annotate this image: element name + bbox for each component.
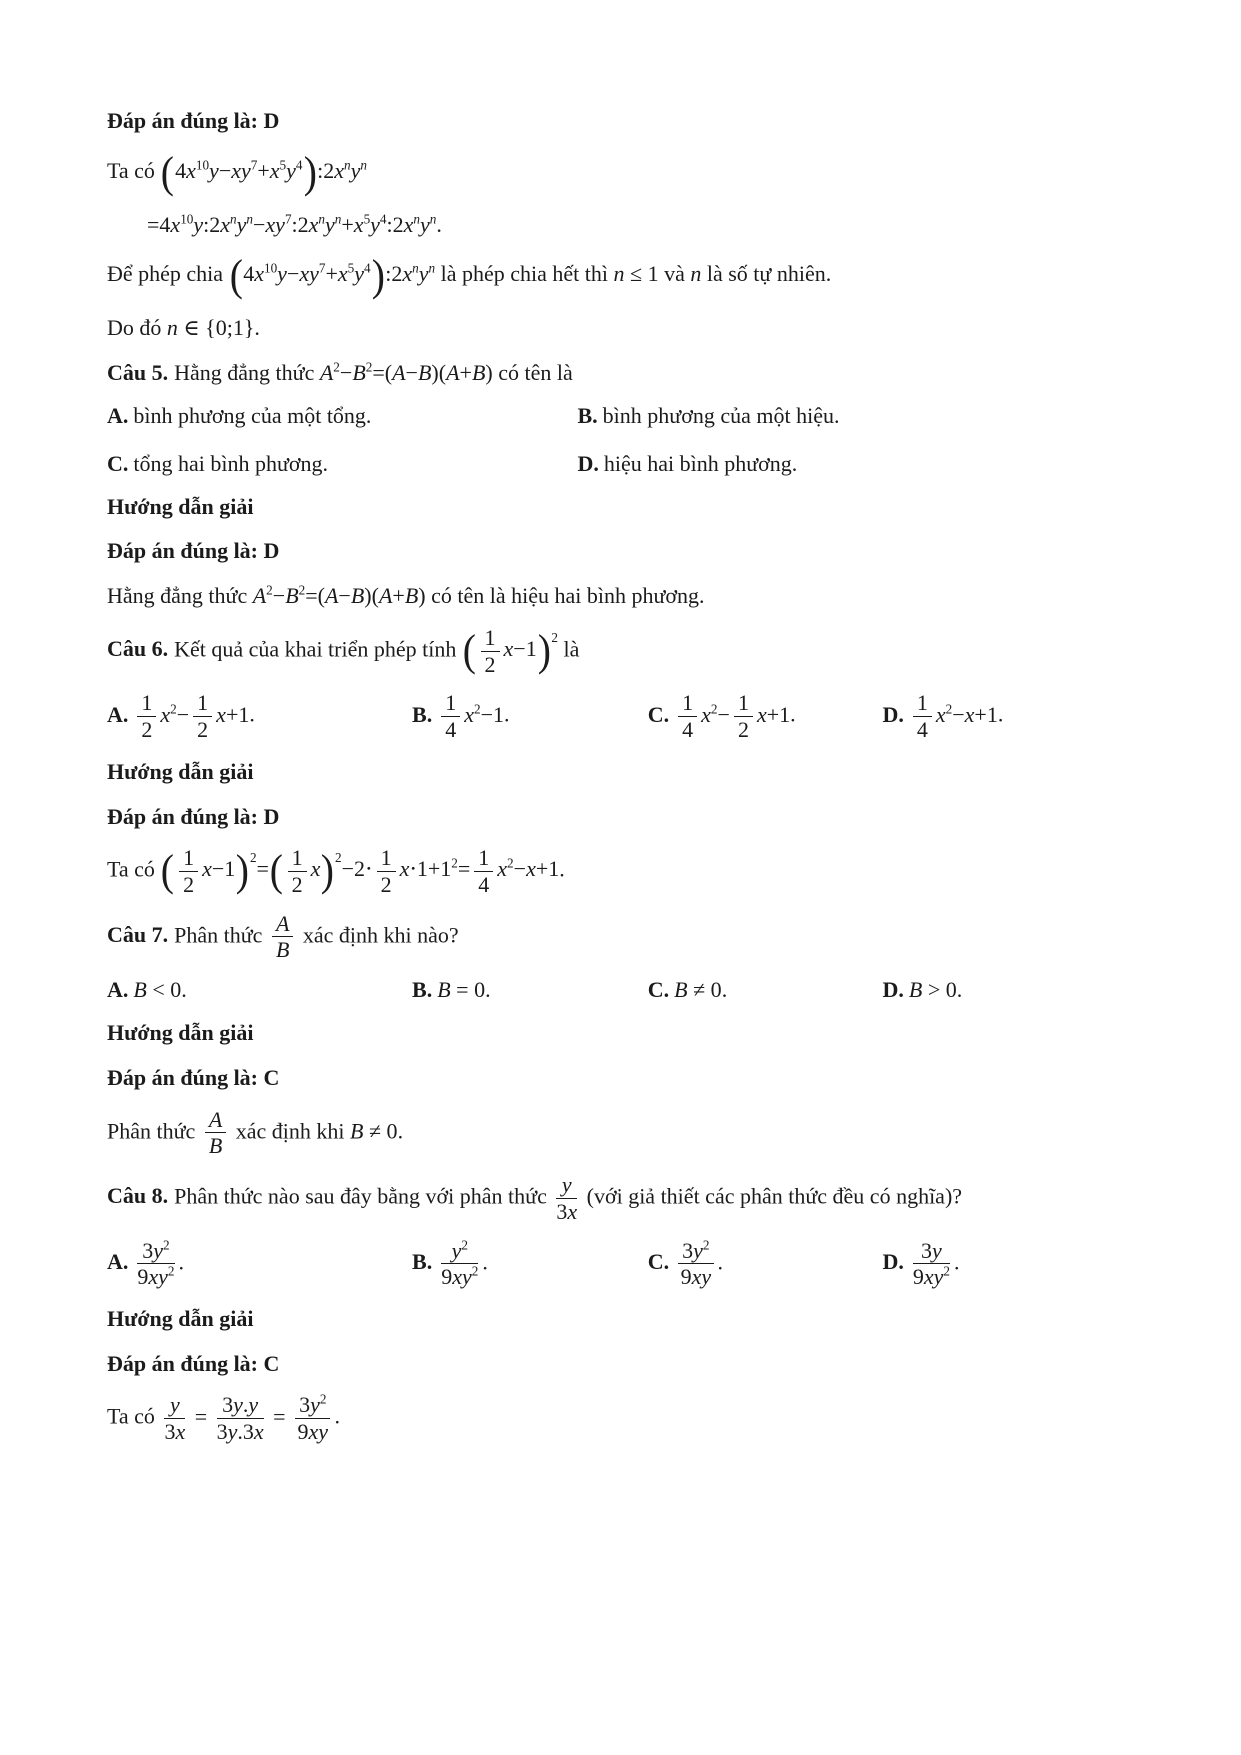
solution-q4-line-1: Ta có $(4x^{10}y-xy^7+x^5y^4):2x^ny^n$ — [107, 147, 367, 197]
solution-q6-line-1: Ta có ( $\frac{1}{2}$ x−1)$^2$=( $\frac{1}{2}$ x)$^2$−2⋅ $\frac{1}{2}$ $x\cdot 1+1^2=$ $\frac{1}{4}$ $x^2-x+1$. — [107, 845, 565, 897]
solution-guide-q6: Hướng dẫn giải — [107, 758, 254, 784]
answer-line-q6: Đáp án đúng là: D — [107, 803, 280, 829]
answer-line-q5: Đáp án đúng là: D — [107, 538, 280, 564]
solution-guide-q8: Hướng dẫn giải — [107, 1306, 254, 1332]
solution-q8-line-1: Ta có $\frac{y}{3x}$ = $\frac{3y.y}{3y.3x}$ = $\frac{3y^2}{9xy}$ . — [107, 1392, 340, 1445]
options-q6-b: B. $\frac{1}{4}$ $x^2-1$. — [412, 690, 510, 743]
solution-q7-line-1: Phân thức $\frac{A}{B}$ xác định khi B ≠ 0. — [107, 1106, 404, 1159]
solution-q4-line-3: Để phép chia $(4x^{10}y-xy^7+x^5y^4):2x^ny^n$ là phép chia hết thì n ≤ 1 và n là số tự nhiên. — [107, 251, 832, 301]
question-5-heading: Câu 5. Hằng đẳng thức $A^2-B^2=(A-B)(A+B)$ có tên là — [107, 359, 573, 386]
options-q6 — [107, 691, 1141, 742]
solution-guide-q7: Hướng dẫn giải — [107, 1020, 254, 1046]
options-q7-d: D. B > 0. — [882, 977, 963, 1003]
solution-q4-line-4: Do đó n ∈ {0;1}. — [107, 315, 260, 341]
solution-q4-line-2: $=4x^{10}y:2x^ny^n-xy^7:2x^ny^n+x^5y^4:2x^ny^n$. — [147, 211, 442, 237]
options-q6-d: D. $\frac{1}{4}$ $x^2-x+1$. — [882, 690, 1004, 743]
options-q7-a: A. B < 0. — [107, 977, 187, 1003]
options-q7-b: B. B = 0. — [412, 977, 491, 1003]
options-q8-b: B. $\frac{y^2}{9xy^2}$ . — [412, 1237, 488, 1290]
options-q8 — [107, 1239, 1141, 1290]
options-q8-a: A. $\frac{3y^2}{9xy^2}$ . — [107, 1237, 185, 1290]
options-q7 — [107, 977, 1141, 1003]
options-q7-c: C. B ≠ 0. — [647, 977, 728, 1003]
options-q5-d: D. hiệu hai bình phương. — [577, 450, 798, 476]
options-q6-a: A. $\frac{1}{2}$ $x^2-$ $\frac{1}{2}$ x+1. — [107, 690, 255, 743]
options-q6-c: C. $\frac{1}{4}$ $x^2-$ $\frac{1}{2}$ x+1. — [647, 690, 796, 743]
solution-guide-q5: Hướng dẫn giải — [107, 493, 254, 519]
solution-q5-line-1: Hằng đẳng thức $A^2-B^2=(A-B)(A+B)$ có tên là hiệu hai bình phương. — [107, 582, 705, 609]
options-q5-a: A. bình phương của một tổng. — [107, 402, 372, 428]
answer-line-q8: Đáp án đúng là: C — [107, 1350, 280, 1376]
options-q8-d: D. $\frac{3y}{9xy^2}$ . — [882, 1237, 960, 1290]
document-body — [107, 106, 1141, 1444]
options-q5-b: B. bình phương của một hiệu. — [577, 402, 840, 428]
options-q5 — [107, 403, 1141, 477]
answer-line-q7: Đáp án đúng là: C — [107, 1064, 280, 1090]
options-q5-c: C. tổng hai bình phương. — [107, 450, 329, 476]
question-8-heading: Câu 8. Phân thức nào sau đây bằng với phân thức $\frac{y}{3x}$ (với giả thiết các phân thức đều có nghĩa)? — [107, 1172, 963, 1224]
options-q8-c: C. $\frac{3y^2}{9xy}$ . — [647, 1237, 724, 1290]
question-7-heading: Câu 7. Phân thức $\frac{A}{B}$ xác định khi nào? — [107, 910, 459, 963]
answer-line-q4: Đáp án đúng là: D — [107, 108, 280, 133]
question-6-heading: Câu 6. Kết quả của khai triển phép tính ( $\frac{1}{2}$ x−1)$^2$ là — [107, 624, 580, 677]
